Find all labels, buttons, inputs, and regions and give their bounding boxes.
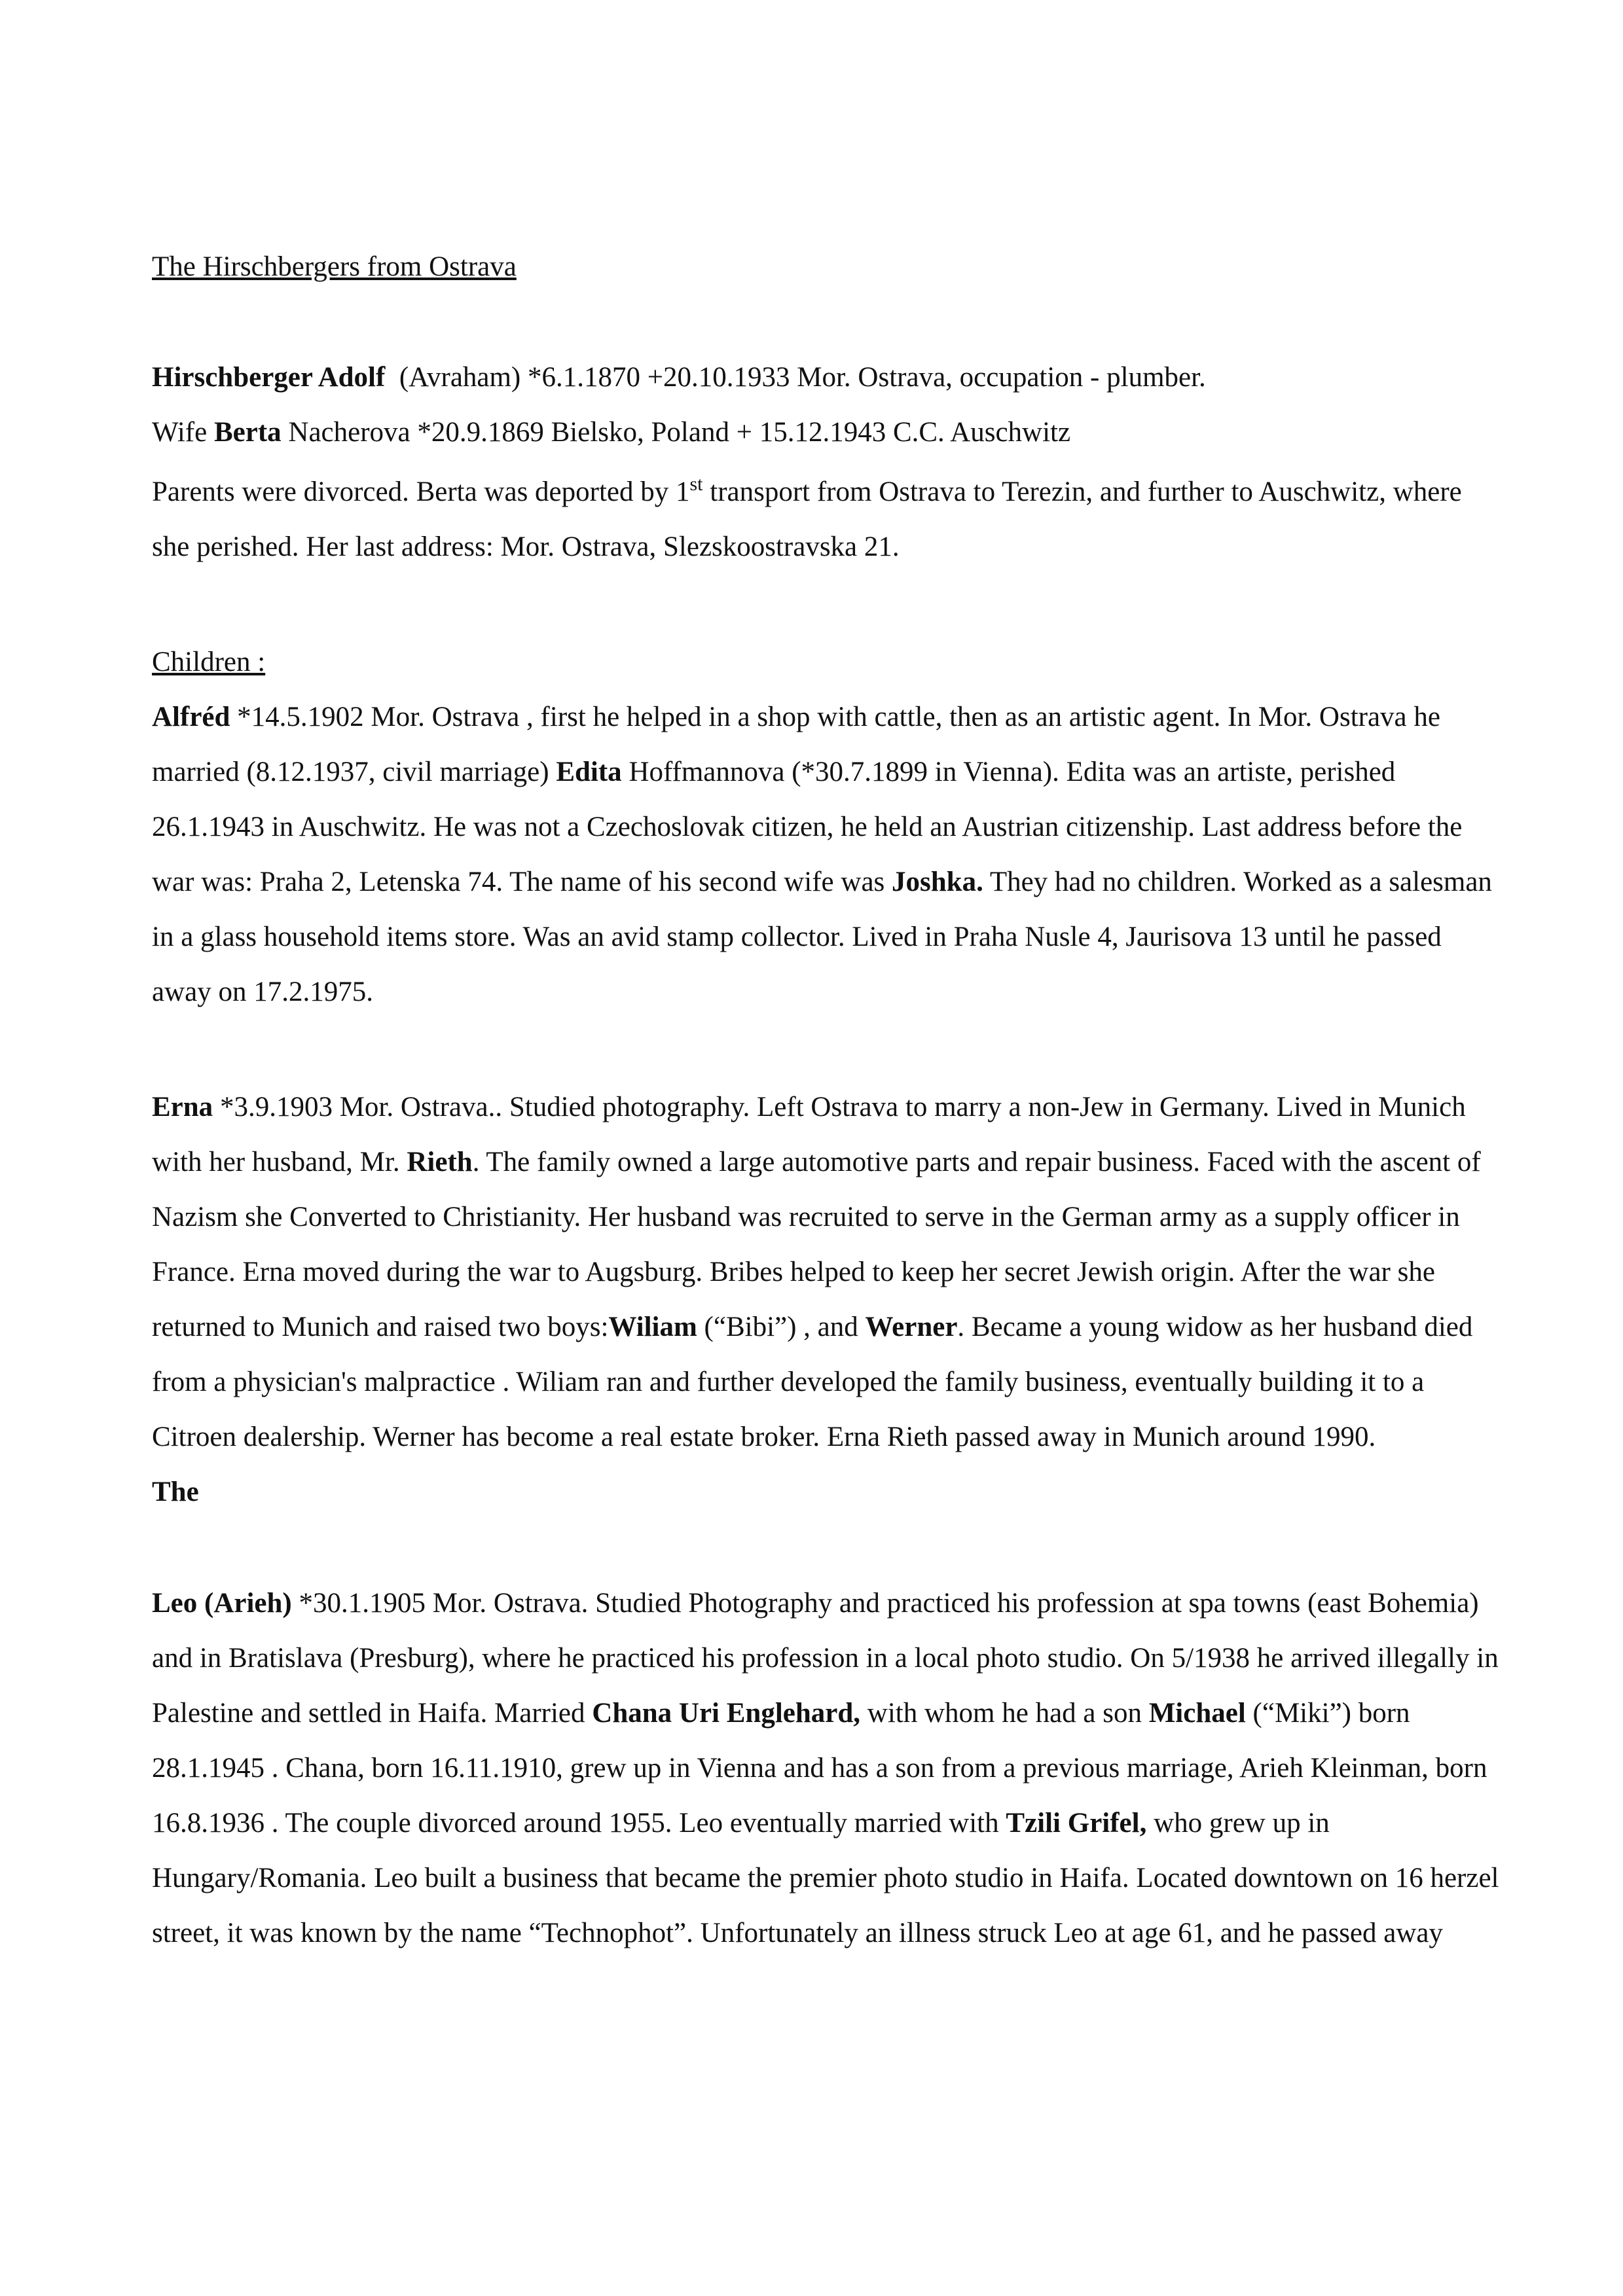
leo-text-1: *30.1.1905 Mor. Ostrava. Studied Photography and practiced his profession at spa towns (east Bohemia) and in Bratislava (Presburg), where he practiced his profession in a local photo studio. On 5/1938 he arrived illegally in Palestine and settled in Haifa. Married (152, 1588, 1499, 1729)
father-paragraph (152, 350, 1505, 460)
father-details: *6.1.1870 +20.10.1933 Mor. Ostrava, occupation - plumber. (528, 362, 1206, 393)
erna-text-3: (“Bibi”) , and (697, 1312, 866, 1342)
wife-details: Nacherova *20.9.1869 Bielsko, Poland + 15.12.1943 C.C. Auschwitz (288, 417, 1071, 448)
children-heading: Children : (152, 647, 266, 677)
stray-word: The (152, 1477, 199, 1507)
alfred-text-2: Hoffmannova (*30.7.1899 in Vienna). Edita was an artiste, perished 26.1.1943 in Auschwitz. He was not a Czechoslovak citizen, he held an Austrian citizenship. Last address before the war was: Praha 2, Letenska 74. The name of his second wife was (152, 757, 1463, 897)
wife-name: Berta (213, 417, 282, 448)
erna-text-4: . Became a young widow as her husband died from a physician's malpractice . Wiliam ran and further developed the family business, eventually building it to a Citroen dealership. Werner has become a real estate broker. Erna Rieth passed away in Munich around 1990. (152, 1312, 1473, 1452)
parents-text-after: transport from Ostrava to Terezin, and further to Auschwitz, where she perished. Her last address: Mor. Ostrava, Slezskoostravska 21. (152, 476, 1462, 562)
alfred-wife-1: Edita (556, 757, 622, 787)
leo-wife-2: Tzili Grifel, (1006, 1808, 1147, 1839)
alfred-text-1: *14.5.1902 Mor. Ostrava , first he helped in a shop with cattle, then as an artistic agent. In Mor. Ostrava he married (8.12.1937, civil marriage) (152, 702, 1440, 787)
leo-name: Leo (Arieh) (152, 1588, 292, 1619)
alfred-text-3: They had no children. Worked as a salesman in a glass household items store. Was an avid stamp collector. Lived in Praha Nusle 4, Jaurisova 13 until he passed away on 17.2.1975. (152, 867, 1492, 1007)
erna-name: Erna (152, 1092, 213, 1122)
erna-paragraph (152, 1080, 1505, 1520)
alfred-wife-2: Joshka. (892, 867, 983, 897)
wife-prefix: Wife (152, 417, 208, 448)
leo-text-2: with whom he had a son (860, 1698, 1149, 1729)
parents-text-before: Parents were divorced. Berta was deported by 1 (152, 476, 690, 507)
leo-wife-1: Chana Uri Englehard, (592, 1698, 861, 1729)
erna-husband: Rieth (407, 1147, 473, 1177)
ordinal-superscript: st (689, 473, 703, 495)
leo-paragraph (152, 1576, 1505, 1961)
erna-son-1: Wiliam (608, 1312, 697, 1342)
erna-text-2: . The family owned a large automotive parts and repair business. Faced with the ascent of Nazism she Converted to Christianity. Her husband was recruited to serve in the German army as a supply officer in France. Erna moved during the war to Augsburg. Bribes helped to keep her secret Jewish origin. After the war she returned to Munich and raised two boys: (152, 1147, 1481, 1342)
erna-son-2: Werner (865, 1312, 958, 1342)
alfred-paragraph (152, 690, 1505, 1020)
alfred-name: Alfréd (152, 702, 230, 732)
document-title: The Hirschbergers from Ostrava (152, 251, 517, 282)
father-hebrew-name: (Avraham) (399, 362, 521, 393)
leo-text-4: who grew up in Hungary/Romania. Leo built a business that became the premier photo studio in Haifa. Located downtown on 16 herzel street, it was known by the name “Technophot”. Unfortunately an illness struck Leo at age 61, and he passed away (152, 1808, 1499, 1948)
leo-text-3: (“Miki”) born 28.1.1945 . Chana, born 16.11.1910, grew up in Vienna and has a son from a previous marriage, Arieh Kleinman, born 16.8.1936 . The couple divorced around 1955. Leo eventually married with (152, 1698, 1487, 1839)
father-name: Hirschberger Adolf (152, 362, 386, 393)
leo-son: Michael (1148, 1698, 1246, 1729)
parents-paragraph (152, 465, 1505, 575)
erna-text-1: *3.9.1903 Mor. Ostrava.. Studied photography. Left Ostrava to marry a non-Jew in Germany. Lived in Munich with her husband, Mr. (152, 1092, 1466, 1177)
